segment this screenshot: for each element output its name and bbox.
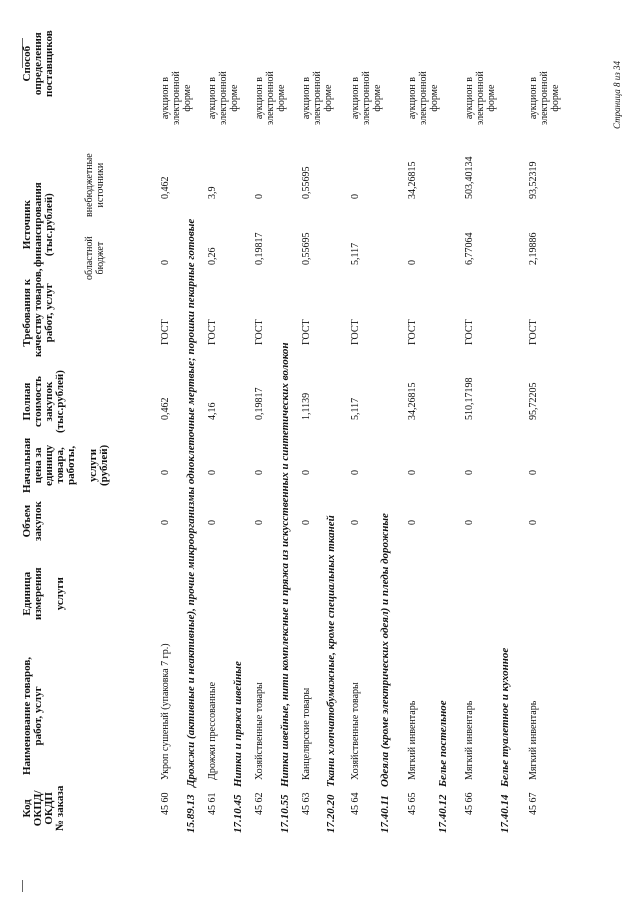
- row-method: аукцион в электронной форме: [160, 71, 193, 125]
- section-code: 17.10.55: [279, 794, 291, 833]
- row-financing-regional: 0: [407, 260, 418, 265]
- row-requirements: ГОСТ: [254, 319, 265, 345]
- row-method: аукцион в электронной форме: [254, 71, 287, 125]
- section-code: 17.40.12: [437, 794, 449, 833]
- row-financing-extra: 34,26815: [407, 161, 418, 199]
- row-name: Хозяйственные товары: [350, 682, 361, 780]
- row-total: 510,17198: [464, 377, 475, 420]
- header-price: Начальная цена за единицу товара, работы, услуги (рублей): [21, 437, 110, 493]
- section-title: Белье туалетное и кухонное: [499, 647, 511, 787]
- section-code: 17.10.45: [232, 794, 244, 833]
- row-price: 0: [160, 470, 171, 475]
- row-price: 0: [407, 470, 418, 475]
- row-total: 4,16: [207, 402, 218, 420]
- row-financing-extra: 0: [350, 194, 361, 199]
- row-name: Мягкий инвентарь: [464, 700, 475, 780]
- row-price: 0: [207, 470, 218, 475]
- row-requirements: ГОСТ: [207, 319, 218, 345]
- row-financing-extra: 0,55695: [301, 166, 312, 199]
- row-total: 1,1139: [301, 392, 312, 420]
- row-requirements: ГОСТ: [301, 319, 312, 345]
- row-volume: 0: [464, 520, 475, 525]
- row-method: аукцион в электронной форме: [301, 71, 334, 125]
- row-code: 45 61: [207, 792, 218, 815]
- section-code: 17.40.11: [379, 795, 391, 833]
- row-financing-extra: 3,9: [207, 186, 218, 199]
- row-volume: 0: [160, 520, 171, 525]
- row-requirements: ГОСТ: [464, 319, 475, 345]
- row-code: 45 67: [528, 792, 539, 815]
- header-requirements: Требования к качеству товаров, работ, услуг: [21, 268, 55, 357]
- row-volume: 0: [254, 520, 265, 525]
- row-code: 45 63: [301, 792, 312, 815]
- row-financing-regional: 0,26: [207, 247, 218, 265]
- header-code: Код ОКПД/ ОКДП № заказа: [21, 785, 66, 831]
- row-financing-regional: 0,55695: [301, 232, 312, 265]
- row-code: 45 60: [160, 792, 171, 815]
- row-financing-extra: 0: [254, 194, 265, 199]
- section-code: 17.20.20: [325, 794, 337, 833]
- row-volume: 0: [407, 520, 418, 525]
- row-price: 0: [528, 470, 539, 475]
- section-title: Одеяла (кроме электрических одеял) и пледы дорожные: [379, 513, 391, 787]
- row-total: 34,26815: [407, 382, 418, 420]
- row-name: Мягкий инвентарь: [407, 700, 418, 780]
- section-title: Дрожжи (активные и неактивные), прочие микроорганизмы одноклеточные мертвые; порошки пекарные готовые: [185, 218, 197, 787]
- row-code: 45 65: [407, 792, 418, 815]
- row-price: 0: [350, 470, 361, 475]
- row-financing-extra: 503,40134: [464, 156, 475, 199]
- section-code: 17.40.14: [499, 794, 511, 833]
- row-total: 5,117: [350, 397, 361, 420]
- section-code: 15.89.13: [185, 794, 197, 833]
- page-number: Страница 8 из 34: [612, 61, 622, 129]
- row-volume: 0: [207, 520, 218, 525]
- header-financing: Источник финансирования (тыс.рублей): [21, 182, 55, 267]
- row-method: аукцион в электронной форме: [464, 71, 497, 125]
- header-unit: Единица измерения услуги: [21, 567, 66, 620]
- row-volume: 0: [528, 520, 539, 525]
- header-financing-extra: внебюджетные источники: [84, 153, 106, 217]
- row-method: аукцион в электронной форме: [528, 71, 561, 125]
- row-name: Канцелярские товары: [301, 687, 312, 780]
- row-total: 95,72205: [528, 382, 539, 420]
- header-volume: Объем закупок: [21, 501, 44, 541]
- section-title: Нитки и пряжа швейные: [232, 661, 244, 787]
- row-price: 0: [464, 470, 475, 475]
- row-financing-regional: 0,19817: [254, 232, 265, 265]
- row-volume: 0: [350, 520, 361, 525]
- row-method: аукцион в электронной форме: [407, 71, 440, 125]
- row-method: аукцион в электронной форме: [207, 71, 240, 125]
- header-financing-regional: областной бюджет: [84, 236, 106, 280]
- row-financing-extra: 93,52319: [528, 161, 539, 199]
- row-code: 45 62: [254, 792, 265, 815]
- row-total: 0,19817: [254, 387, 265, 420]
- section-title: Нитки швейные, нити комплексные и пряжа из искусственных и синтетических волокон: [279, 342, 291, 787]
- section-title: Ткани хлопчатобумажные, кроме специальных тканей: [325, 515, 337, 787]
- row-code: 45 64: [350, 792, 361, 815]
- row-total: 0,462: [160, 397, 171, 420]
- row-financing-regional: 2,19886: [528, 232, 539, 265]
- row-price: 0: [254, 470, 265, 475]
- row-name: Дрожжи прессованные: [207, 681, 218, 780]
- row-name: Укроп сушеный (упаковка 7 гр.): [160, 643, 171, 780]
- header-method: Способ определения поставщиков: [21, 30, 55, 97]
- row-financing-regional: 5,117: [350, 242, 361, 265]
- row-requirements: ГОСТ: [350, 319, 361, 345]
- row-volume: 0: [301, 520, 312, 525]
- row-financing-regional: 6,77064: [464, 232, 475, 265]
- row-requirements: ГОСТ: [160, 319, 171, 345]
- row-name: Хозяйственные товары: [254, 682, 265, 780]
- row-price: 0: [301, 470, 312, 475]
- row-requirements: ГОСТ: [407, 319, 418, 345]
- section-title: Белье постельное: [437, 700, 449, 787]
- header-name: Наименование товаров, работ, услуг: [21, 656, 44, 775]
- row-financing-regional: 0: [160, 260, 171, 265]
- row-method: аукцион в электронной форме: [350, 71, 383, 125]
- header-total: Полная стоимость закупок (тыс.рублей): [21, 370, 66, 433]
- row-name: Мягкий инвентарь: [528, 700, 539, 780]
- row-requirements: ГОСТ: [528, 319, 539, 345]
- row-code: 45 66: [464, 792, 475, 815]
- row-financing-extra: 0,462: [160, 176, 171, 199]
